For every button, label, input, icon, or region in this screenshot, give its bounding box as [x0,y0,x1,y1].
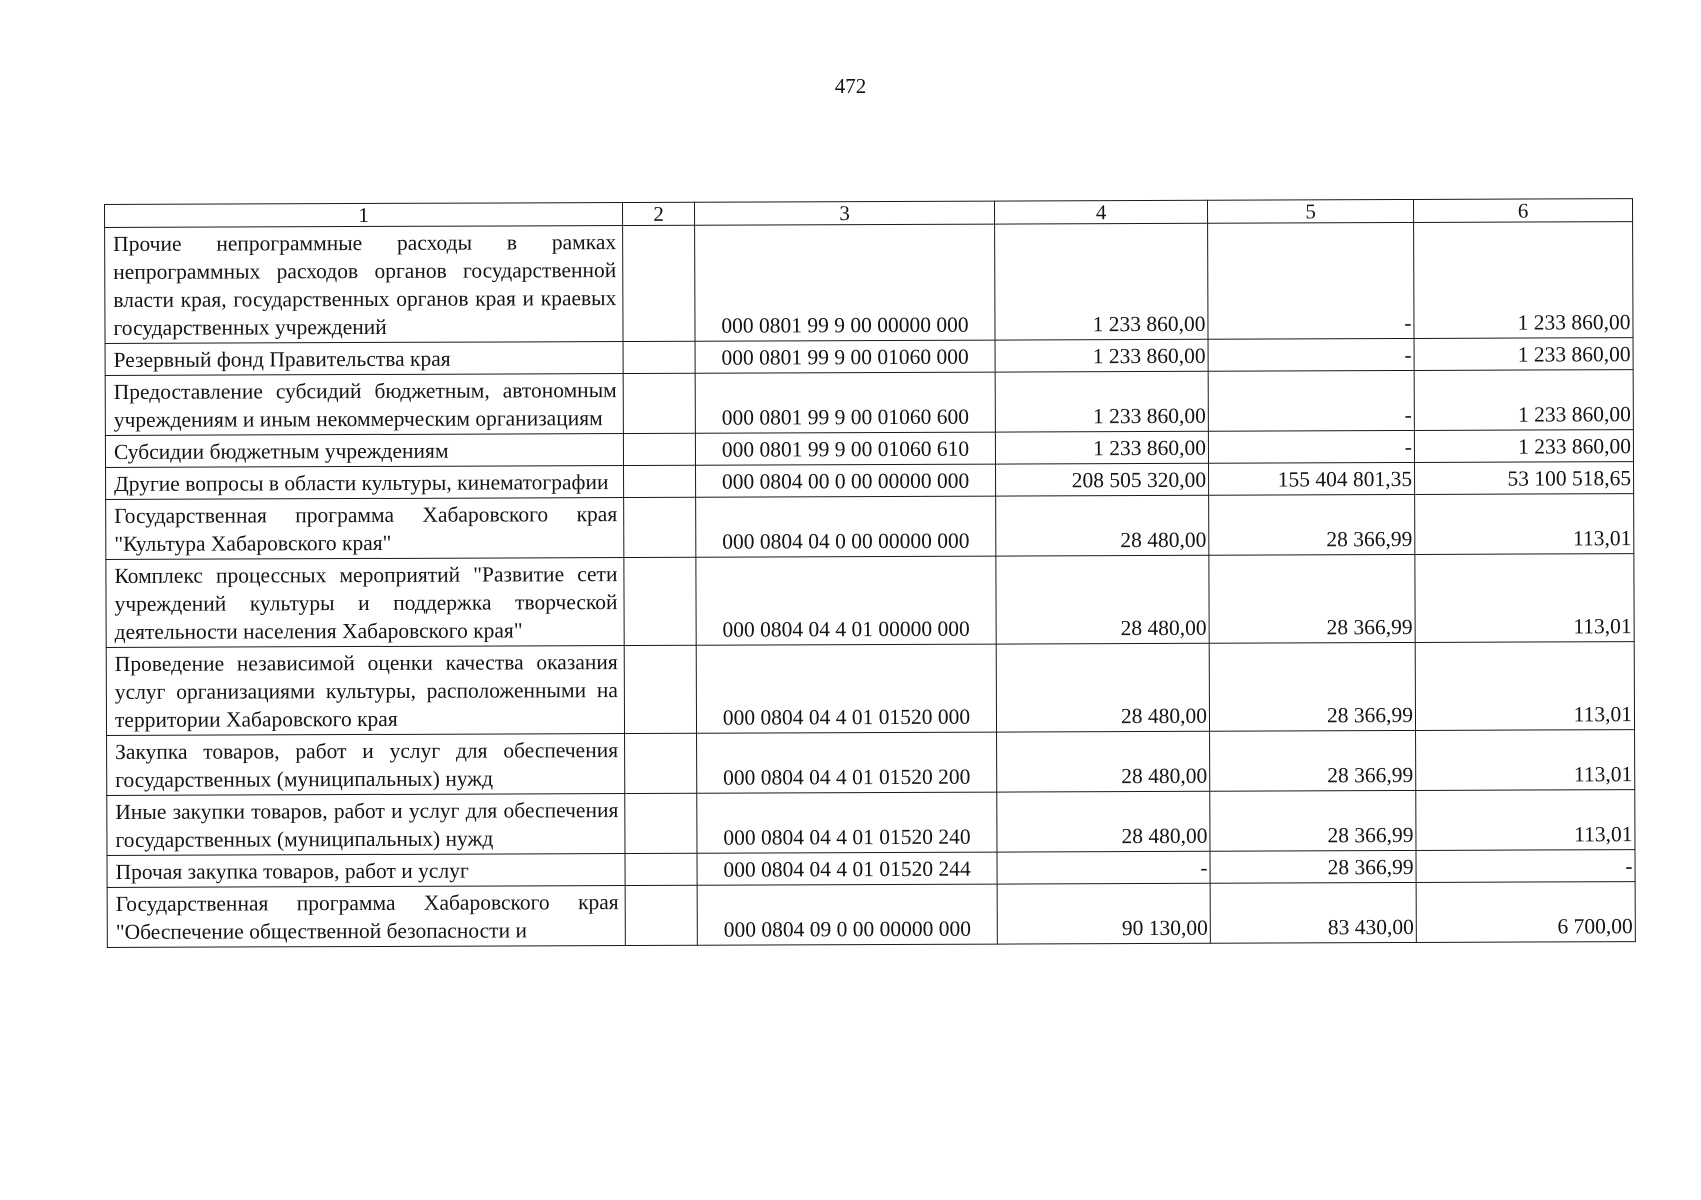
budget-code-cell: 000 0804 04 4 01 01520 000 [696,644,996,733]
column-2-cell [623,373,695,433]
table-row [107,790,1635,856]
amount-column-4-cell: 1 233 860,00 [995,223,1208,340]
expense-name-cell: Иные закупки товаров, работ и услуг для обеспечения государственных (муниципальных) нужд [107,794,625,856]
amount-column-4-cell: 28 480,00 [997,731,1210,792]
budget-code-cell: 000 0801 99 9 00 01060 610 [695,432,995,465]
column-2-cell [623,225,695,341]
amount-column-4-cell: 90 130,00 [997,883,1210,944]
budget-code-cell: 000 0801 99 9 00 00000 000 [695,224,995,341]
amount-column-5-cell: 155 404 801,35 [1209,462,1415,495]
expense-name-cell: Другие вопросы в области культуры, кинематографии [106,466,624,500]
amount-column-6-cell: 53 100 518,65 [1415,462,1634,495]
amount-column-5-cell: - [1208,370,1414,431]
amount-column-6-cell: 113,01 [1416,790,1635,851]
table-row [106,642,1634,736]
budget-code-cell: 000 0804 04 4 01 01520 240 [697,792,997,853]
amount-column-6-cell: 1 233 860,00 [1414,370,1633,431]
amount-column-5-cell: 28 366,99 [1209,494,1415,555]
amount-column-5-cell: - [1208,338,1414,371]
amount-column-4-cell: - [997,851,1210,884]
expense-name-cell: Предоставление субсидий бюджетным, автономным учреждениям и иным некоммерческим организациям [105,374,623,436]
column-header-6: 6 [1413,199,1632,223]
expense-name-cell: Закупка товаров, работ и услуг для обеспечения государственных (муниципальных) нужд [107,734,625,796]
amount-column-5-cell: 28 366,99 [1210,850,1416,883]
amount-column-6-cell: 113,01 [1415,554,1634,643]
expense-name-cell: Прочая закупка товаров, работ и услуг [107,854,625,888]
column-2-cell [623,341,695,373]
table-row [107,882,1635,948]
amount-column-6-cell: 6 700,00 [1416,882,1635,943]
amount-column-5-cell: 28 366,99 [1209,642,1415,731]
budget-code-cell: 000 0804 04 0 00 00000 000 [696,496,996,557]
amount-column-4-cell: 1 233 860,00 [995,431,1208,464]
budget-code-cell: 000 0801 99 9 00 01060 600 [695,372,995,433]
page-number: 472 [834,74,867,98]
budget-code-cell: 000 0804 00 0 00 00000 000 [696,464,996,497]
expense-name-cell: Государственная программа Хабаровского края "Обеспечение общественной безопасности и [107,886,625,948]
amount-column-6-cell: 113,01 [1416,730,1635,791]
amount-column-6-cell: - [1416,850,1635,883]
column-2-cell [625,885,697,945]
expense-name-cell: Резервный фонд Правительства края [105,342,623,376]
amount-column-5-cell: 28 366,99 [1210,790,1416,851]
column-header-2: 2 [622,202,694,225]
expense-name-cell: Проведение независимой оценки качества оказания услуг организациями культуры, расположенными на территории Хабаровского края [106,646,624,736]
table-row [106,554,1634,648]
amount-column-6-cell: 113,01 [1415,494,1634,555]
expense-name-cell: Субсидии бюджетным учреждениям [105,434,623,468]
budget-code-cell: 000 0804 09 0 00 00000 000 [697,884,997,945]
amount-column-4-cell: 1 233 860,00 [995,371,1208,432]
amount-column-5-cell: 28 366,99 [1210,730,1416,791]
column-header-5: 5 [1207,199,1413,223]
amount-column-4-cell: 28 480,00 [996,495,1209,556]
amount-column-6-cell: 1 233 860,00 [1414,338,1633,371]
table-row [106,494,1634,560]
amount-column-4-cell: 1 233 860,00 [995,339,1208,372]
amount-column-4-cell: 28 480,00 [996,555,1209,644]
budget-code-cell: 000 0804 04 4 01 01520 244 [697,852,997,885]
amount-column-5-cell: - [1208,222,1414,339]
column-header-4: 4 [994,200,1207,224]
column-2-cell [625,853,697,885]
column-2-cell [623,433,695,465]
table-row [105,370,1633,436]
column-2-cell [624,645,696,733]
table-row [107,730,1635,796]
budget-table [104,198,1636,948]
expense-name-cell: Прочие непрограммные расходы в рамках непрограммных расходов органов государственной власти края, государственных органов края и краевых государственных учреждений [105,226,623,344]
amount-column-5-cell: - [1208,430,1414,463]
column-2-cell [624,497,696,557]
column-2-cell [624,557,696,645]
amount-column-6-cell: 113,01 [1415,642,1634,731]
amount-column-4-cell: 28 480,00 [997,791,1210,852]
column-2-cell [624,465,696,497]
table-row [105,222,1633,344]
expense-name-cell: Комплекс процессных мероприятий "Развитие сети учреждений культуры и поддержка творческой деятельности населения Хабаровского края" [106,558,624,648]
column-header-3: 3 [694,201,994,225]
expense-name-cell: Государственная программа Хабаровского края "Культура Хабаровского края" [106,498,624,560]
amount-column-4-cell: 208 505 320,00 [996,463,1209,496]
column-2-cell [625,733,697,793]
table-body [105,199,1636,948]
amount-column-4-cell: 28 480,00 [996,643,1209,732]
amount-column-5-cell: 28 366,99 [1209,554,1415,643]
amount-column-5-cell: 83 430,00 [1210,882,1416,943]
amount-column-6-cell: 1 233 860,00 [1414,222,1633,339]
budget-code-cell: 000 0801 99 9 00 01060 000 [695,340,995,373]
amount-column-6-cell: 1 233 860,00 [1414,430,1633,463]
column-2-cell [625,793,697,853]
budget-code-cell: 000 0804 04 4 01 01520 200 [697,732,997,793]
budget-code-cell: 000 0804 04 4 01 00000 000 [696,556,996,645]
column-header-1: 1 [105,203,623,228]
